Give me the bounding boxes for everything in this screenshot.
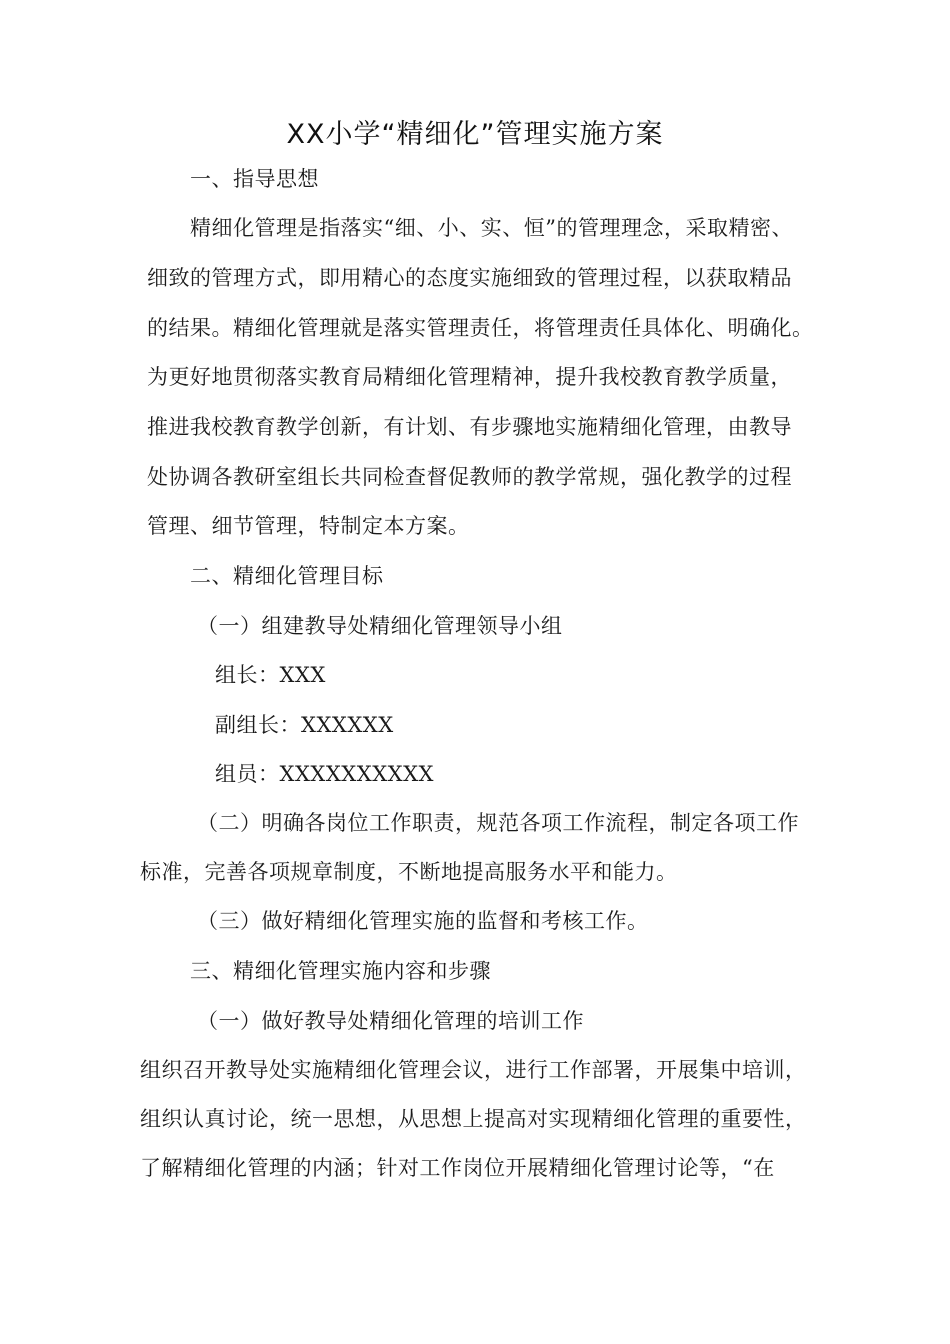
- section-heading-goals: 二、精细化管理目标: [190, 564, 384, 588]
- paragraph-line: 为更好地贯彻落实教育局精细化管理精神，提升我校教育教学质量，: [147, 365, 792, 389]
- leader-line: 组长：XXX: [215, 663, 326, 687]
- document-title: XX小学“精细化”管理实施方案: [286, 119, 664, 150]
- paragraph-line: 组织召开教导处实施精细化管理会议，进行工作部署，开展集中培训，: [140, 1058, 807, 1082]
- section-heading-guiding-ideology: 一、指导思想: [190, 167, 319, 191]
- deputy-leader-line: 副组长：XXXXXX: [215, 713, 394, 737]
- paragraph-line: 组织认真讨论，统一思想，从思想上提高对实现精细化管理的重要性，: [140, 1107, 807, 1131]
- paragraph-line: 处协调各教研室组长共同检查督促教师的教学常规，强化教学的过程: [147, 465, 792, 489]
- subsection-heading: （一）组建教导处精细化管理领导小组: [197, 614, 563, 638]
- paragraph-line: 了解精细化管理的内涵；针对工作岗位开展精细化管理讨论等，“在: [140, 1156, 775, 1180]
- paragraph-line: 标准，完善各项规章制度，不断地提高服务水平和能力。: [140, 860, 678, 884]
- members-line: 组员：XXXXXXXXXX: [215, 762, 435, 786]
- section-heading-content-steps: 三、精细化管理实施内容和步骤: [190, 959, 491, 983]
- paragraph-line: 推进我校教育教学创新，有计划、有步骤地实施精细化管理，由教导: [147, 415, 792, 439]
- paragraph-line: 管理、细节管理，特制定本方案。: [147, 514, 470, 538]
- subsection-heading: （一）做好教导处精细化管理的培训工作: [197, 1009, 584, 1033]
- paragraph-line: （三）做好精细化管理实施的监督和考核工作。: [197, 909, 649, 933]
- paragraph-line: 的结果。精细化管理就是落实管理责任，将管理责任具体化、明确化。: [147, 316, 814, 340]
- paragraph-line: （二）明确各岗位工作职责，规范各项工作流程，制定各项工作: [197, 811, 799, 835]
- paragraph-line: 细致的管理方式，即用精心的态度实施细致的管理过程，以获取精品: [147, 266, 792, 290]
- paragraph-line: 精细化管理是指落实“细、小、实、恒”的管理理念，采取精密、: [190, 216, 793, 240]
